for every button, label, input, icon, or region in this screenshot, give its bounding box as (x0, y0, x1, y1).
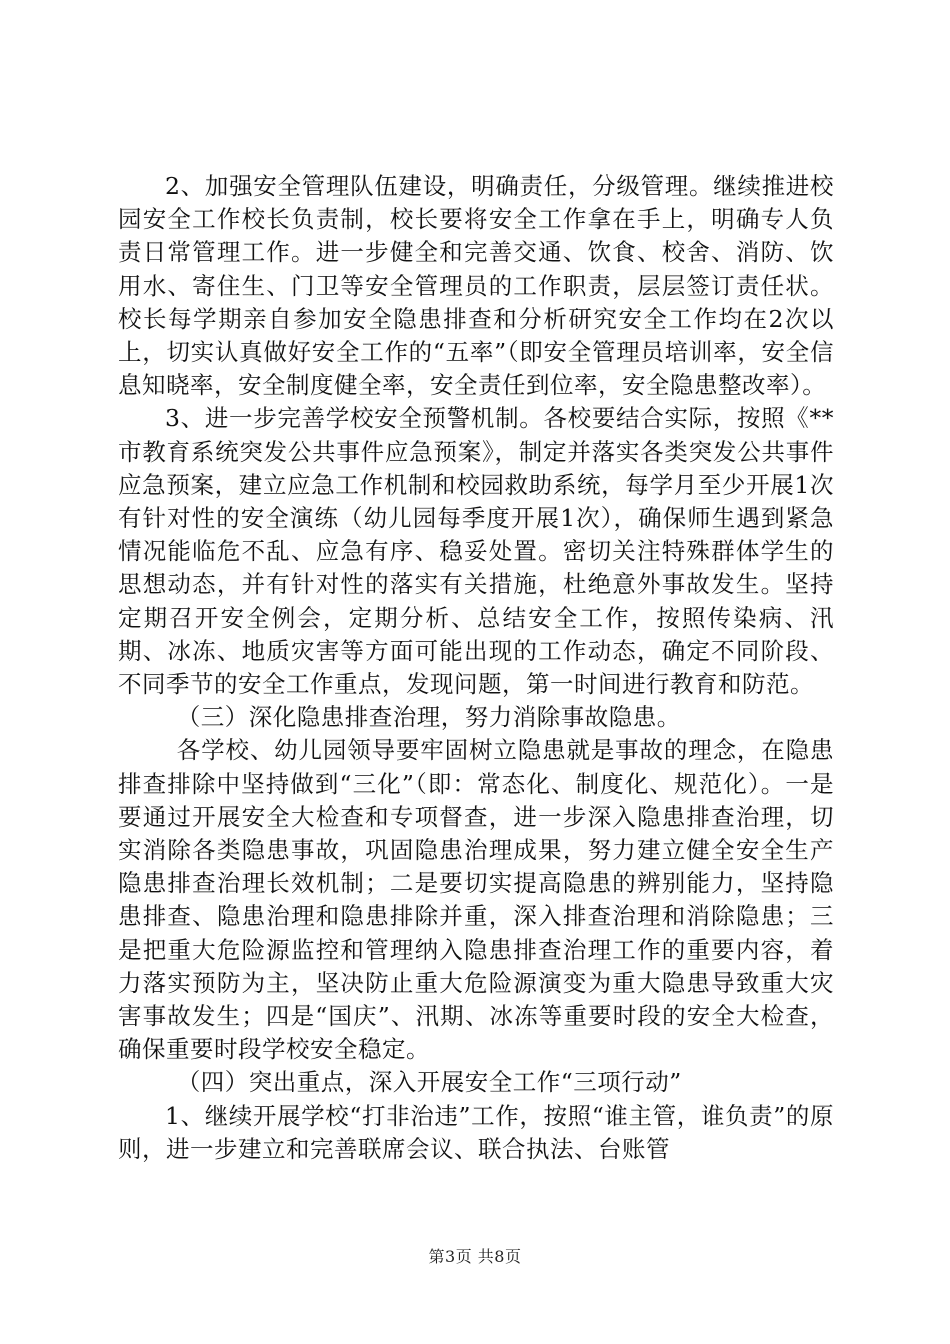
paragraph-1: 1、继续开展学校“打非治违”工作，按照“谁主管，谁负责”的原则，进一步建立和完善联席会议、联合执法、台账管 (118, 1101, 834, 1163)
section-heading-4: （四）突出重点，深入开展安全工作“三项行动” (176, 1068, 682, 1097)
paragraph-3: 3、进一步完善学校安全预警机制。各校要结合实际，按照《**市教育系统突发公共事件应急预案》，制定并落实各类突发公共事件应急预案，建立应急工作机制和校园救助系统，每学月至少开展1次有针对性的安全演练（幼儿园每季度开展1次），确保师生遇到紧急情况能临危不乱、应急有序、稳妥处置。密切关注特殊群体学生的思想动态，并有针对性的落实有关措施，杜绝意外事故发生。坚持定期召开安全例会，定期分析、总结安全工作，按照传染病、汛期、冰冻、地质灾害等方面可能出现的工作动态，确定不同阶段、不同季节的安全工作重点，发现问题，第一时间进行教育和防范。 (118, 404, 834, 699)
page-footer: 第3页 共8页 (428, 1247, 522, 1266)
paragraph-hazard: 各学校、幼儿园领导要牢固树立隐患就是事故的理念，在隐患排查排除中坚持做到“三化”（即：常态化、制度化、规范化）。一是要通过开展安全大检查和专项督查，进一步深入隐患排查治理，切实消除各类隐患事故，巩固隐患治理成果，努力建立健全安全生产隐患排查治理长效机制；二是要切实提高隐患的辨别能力，坚持隐患排查、隐患治理和隐患排除并重，深入排查治理和消除隐患；三是把重大危险源监控和管理纳入隐患排查治理工作的重要内容，着力落实预防为主，坚决防止重大危险源演变为重大隐患导致重大灾害事故发生；四是“国庆”、汛期、冰冻等重要时段的安全大检查，确保重要时段学校安全稳定。 (118, 736, 834, 1064)
paragraph-2: 2、加强安全管理队伍建设，明确责任，分级管理。继续推进校园安全工作校长负责制，校长要将安全工作拿在手上，明确专人负责日常管理工作。进一步健全和完善交通、饮食、校舍、消防、饮用水、寄住生、门卫等安全管理员的工作职责，层层签订责任状。校长每学期亲自参加安全隐患排查和分析研究安全工作均在2次以上，切实认真做好安全工作的“五率”（即安全管理员培训率，安全信息知晓率，安全制度健全率，安全责任到位率，安全隐患整改率）。 (118, 172, 834, 400)
document-body (118, 170, 834, 1166)
section-heading-3: （三）深化隐患排查治理，努力消除事故隐患。 (176, 703, 681, 732)
